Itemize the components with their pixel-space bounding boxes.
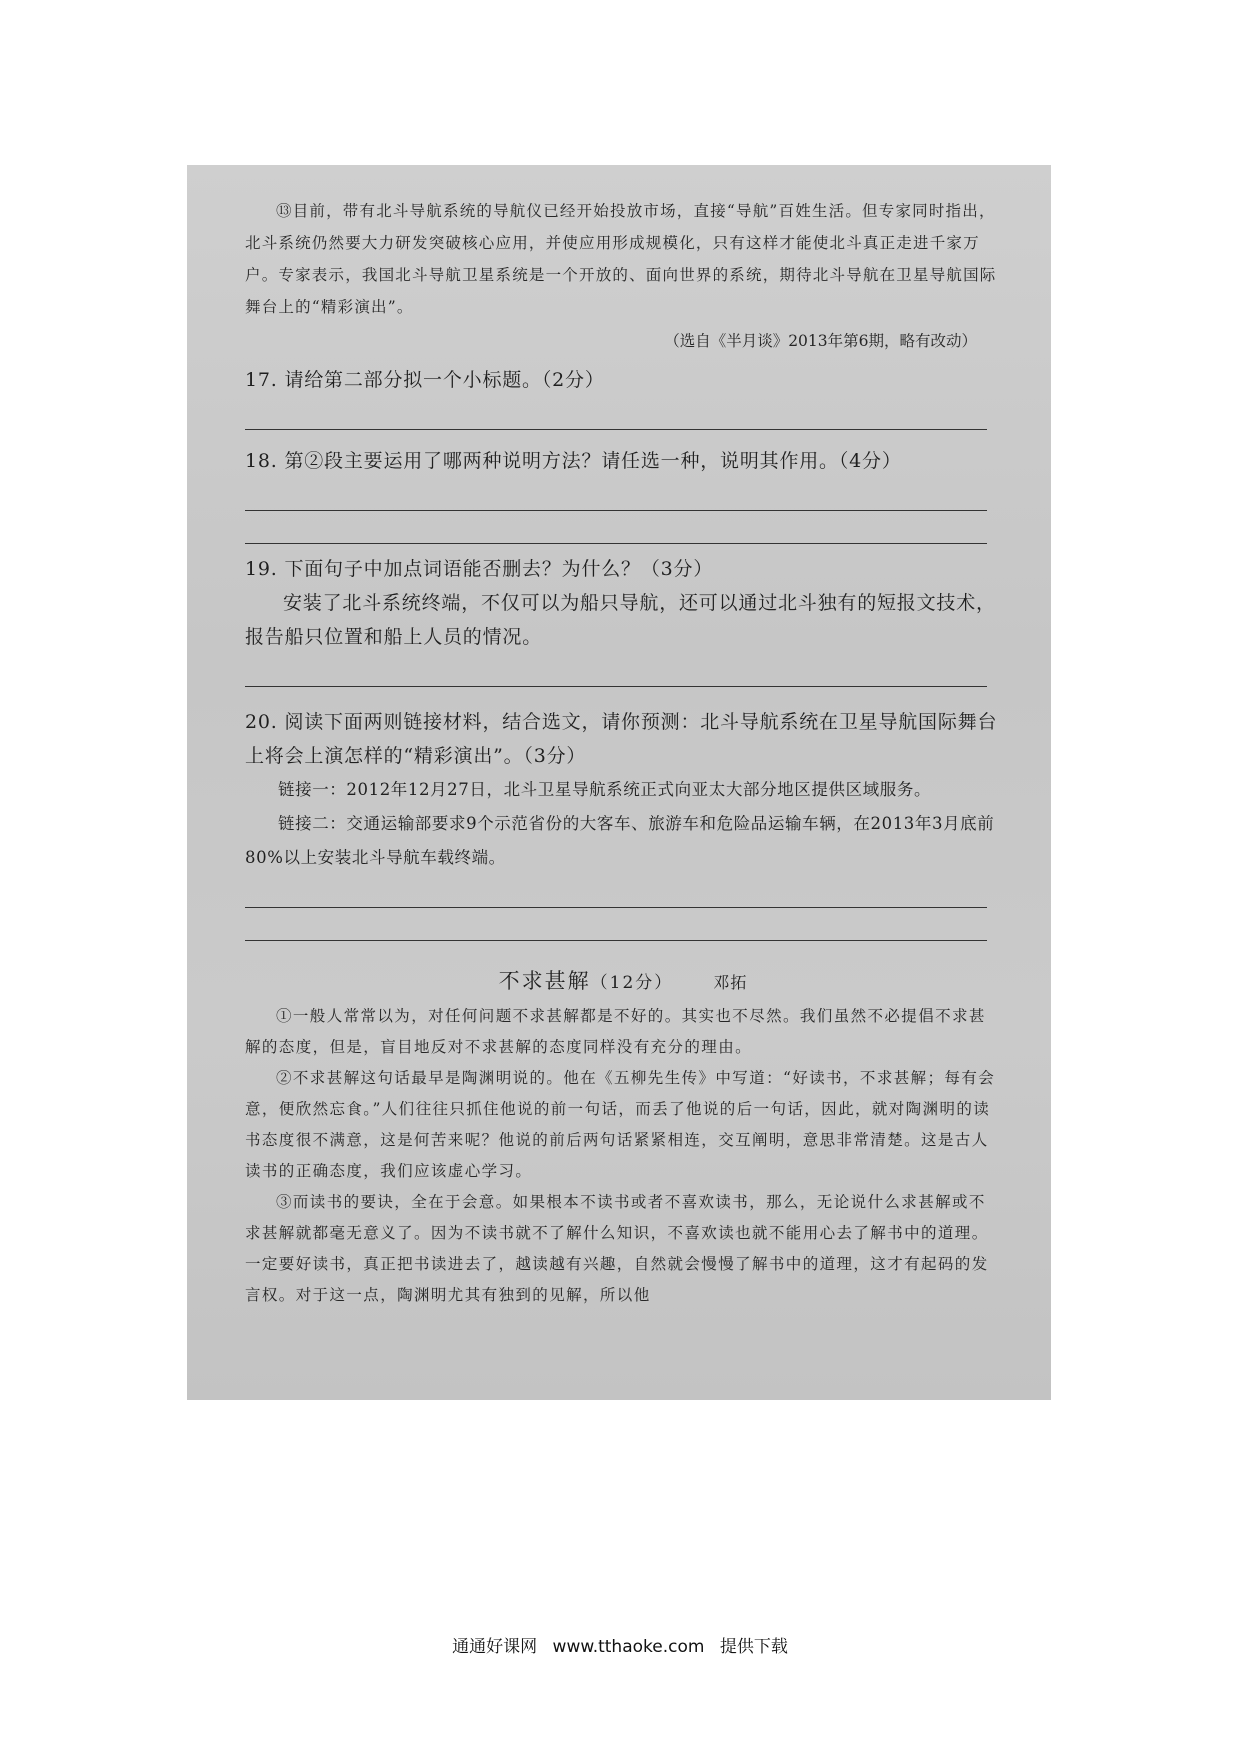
essay-score: （12分）: [590, 973, 674, 993]
question-19-sentence: 安装了北斗系统终端，不仅可以为船只导航，还可以通过北斗独有的短报文技术，报告船只位置和船上人员的情况。: [245, 592, 996, 648]
answer-line-20b[interactable]: [245, 908, 1001, 941]
essay-paragraph-3: ③而读书的要诀，全在于会意。如果根本不读书或者不喜欢读书，那么，无论说什么求甚解或不求甚解就都毫无意义了。因为不读书就不了解什么知识，不喜欢读也就不能用心去了解书中的道理。一定要好读书，真正把书读进去了，越读越有兴趣，自然就会慢慢了解书中的道理，这才有起码的发言权。对于这一点，陶渊明尤其有独到的见解，所以他: [245, 1193, 989, 1304]
passage-paragraph-13: ⑬目前，带有北斗导航系统的导航仪已经开始投放市场，直接“导航”百姓生活。但专家同时指出，北斗系统仍然要大力研发突破核心应用，并使应用形成规模化，只有这样才能使北斗真正走进千家万户。专家表示，我国北斗导航卫星系统是一个开放的、面向世界的系统，期待北斗导航在卫星导航国际舞台上的“精彩演出”。: [245, 202, 997, 316]
footer-site-name: 通通好课网: [452, 1637, 538, 1657]
essay-title: 不求甚解: [498, 969, 591, 993]
answer-line-17[interactable]: [245, 397, 1001, 430]
essay-paragraph-1: ①一般人常常以为，对任何问题不求甚解都是不好的。其实也不尽然。我们虽然不必提倡不求甚解的态度，但是，盲目地反对不求甚解的态度同样没有充分的理由。: [245, 1007, 986, 1056]
footer-suffix: 提供下载: [719, 1637, 788, 1657]
passage-source: （选自《半月谈》2013年第6期，略有改动）: [664, 332, 977, 350]
essay-heading: [245, 963, 1001, 1001]
question-17: 17. 请给第二部分拟一个小标题。（2分）: [245, 369, 605, 391]
exam-page-photo: [187, 165, 1051, 1400]
question-18: 18. 第②段主要运用了哪两种说明方法？请任选一种，说明其作用。（4分）: [245, 450, 902, 472]
link-material-1: 链接一：2012年12月27日，北斗卫星导航系统正式向亚太大部分地区提供区域服务。: [278, 780, 932, 799]
answer-line-18a[interactable]: [245, 478, 1001, 511]
reading-passage: [245, 195, 1001, 357]
essay-body: [245, 1001, 1001, 1311]
answer-line-19[interactable]: [245, 654, 1001, 687]
answer-line-18b[interactable]: [245, 511, 1001, 544]
link-material-2: 链接二：交通运输部要求9个示范省份的大客车、旅游车和危险品运输车辆，在2013年3月底前80%以上安装北斗导航车载终端。: [245, 814, 995, 867]
question-19: 19. 下面句子中加点词语能否删去？为什么？（3分）: [245, 558, 714, 580]
essay-author: 邓拓: [713, 973, 748, 992]
question-20: 20. 阅读下面两则链接材料，结合选文，请你预测：北斗导航系统在卫星导航国际舞台上将会上演怎样的“精彩演出”。（3分）: [245, 711, 998, 767]
download-footer: [0, 1632, 1240, 1657]
answer-line-20a[interactable]: [245, 875, 1001, 908]
footer-url[interactable]: www.tthaoke.com: [552, 1637, 705, 1657]
essay-paragraph-2: ②不求甚解这句话最早是陶渊明说的。他在《五柳先生传》中写道：“好读书，不求甚解；每有会意，便欣然忘食。”人们往往只抓住他说的前一句话，而丢了他说的后一句话，因此，就对陶渊明的读书态度很不满意，这是何苦来呢？他说的前后两句话紧紧相连，交互阐明，意思非常清楚。这是古人读书的正确态度，我们应该虚心学习。: [245, 1069, 996, 1180]
